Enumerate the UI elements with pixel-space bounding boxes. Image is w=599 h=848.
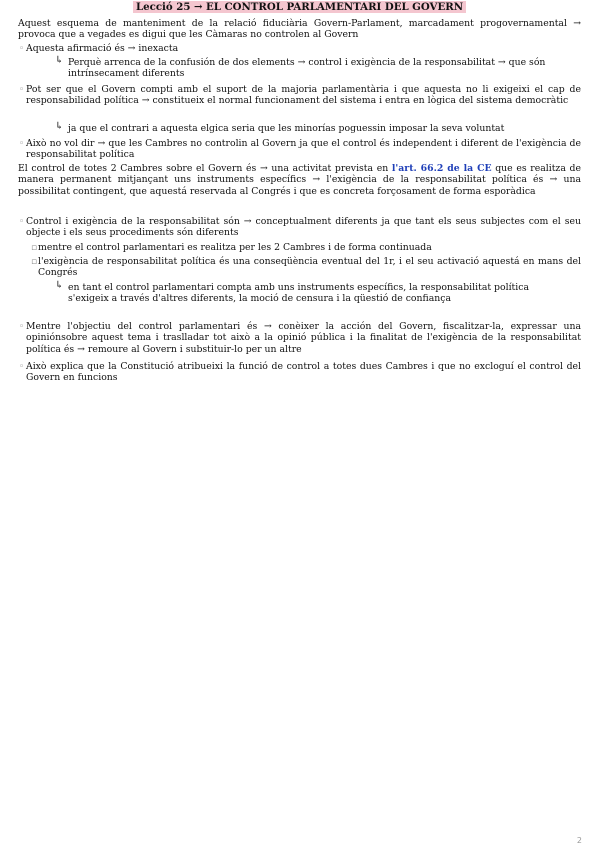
constitution-reference: l'art. 66.2 de la CE xyxy=(391,163,492,174)
point-exigencia-eventual: l'exigència de responsabilitat política és una conseqüència eventual del 1r, i el seu activació aquestá en mans del Congrés xyxy=(38,256,581,279)
point-inexacta-reason: Perquè arrenca de la confusión de dos elements → control i exigència de la responsabilitat → que són intrínsecament diferents xyxy=(68,57,546,80)
sub-bullet-marker: ▫ xyxy=(31,243,38,253)
sub-arrow-icon: ↳ xyxy=(55,55,64,66)
sub-bullet-marker: ▫ xyxy=(31,257,38,267)
point-control-vs-exigencia: Control i exigència de la responsabilitat són → conceptualment diferents ja que tant els seus subjectes com el seu objecte i els seus procediments són diferents xyxy=(26,216,581,239)
sub-arrow-icon: ↳ xyxy=(55,280,64,291)
bullet-marker: ◦ xyxy=(19,217,25,227)
bullet-marker: ◦ xyxy=(19,85,25,95)
bullet-marker: ◦ xyxy=(19,362,25,372)
point-majoria-reason: ja que el contrari a aquesta elgica seria que les minorías poguessin imposar la seva voluntat xyxy=(68,123,505,134)
bullet-marker: ◦ xyxy=(19,44,25,54)
control-paragraph xyxy=(18,163,581,197)
point-inexacta: Aquesta afirmació és → inexacta xyxy=(26,43,179,54)
sub-arrow-icon: ↳ xyxy=(55,121,64,132)
point-constitucio: Això explica que la Constitució atribueixi la funció de control a totes dues Cambres i que no excloguí el control del Govern en funcions xyxy=(26,361,581,384)
bullet-marker: ◦ xyxy=(19,322,25,332)
point-no-vol-dir: Això no vol dir → que les Cambres no controlin al Govern ja que el control és independent i diferent de l'exigència de responsabilitat política xyxy=(26,138,581,161)
intro-paragraph: Aquest esquema de manteniment de la relació fiduciària Govern-Parlament, marcadament progovernamental → provoca que a vegades es digui que les Càmaras no controlen al Govern xyxy=(18,18,581,41)
lesson-title xyxy=(0,1,599,13)
control-paragraph-tail: que es realitza de manera permanent mitjançant uns instruments específics → l'exigència de la responsabilitat política és → una possibilitat contingent, que aquestá reservada al Congrés i que es concreta forçosament de forma esporàdica xyxy=(18,163,581,197)
page-number: 2 xyxy=(576,836,582,845)
point-objectiu: Mentre l'objectiu del control parlamentari és → conèixer la acción del Govern, fiscalitzar-la, expressar una opiniónsobre aquest tema i traslladar tot això a la opinió pública i la finalitat de l'exigència de la responsabilitat política és → remoure al Govern i substituir-lo per un altre xyxy=(26,321,581,355)
bullet-marker: ◦ xyxy=(19,139,25,149)
point-majoria: Pot ser que el Govern compti amb el suport de la majoria parlamentària i que aquesta no li exigeixi el cap de responsabilidad política → constitueix el normal funcionament del sistema i entra en lògica del sistema democràtic xyxy=(26,84,581,107)
point-instruments: en tant el control parlamentari compta amb uns instruments específics, la responsabilitat política s'exigeix a través d'altres diferents, la moció de censura i la qüestió de confiança xyxy=(68,282,530,305)
point-control-continuada: mentre el control parlamentari es realitza per les 2 Cambres i de forma continuada xyxy=(38,242,432,253)
lesson-title-text: Lecció 25 → EL CONTROL PARLAMENTARI DEL GOVERN xyxy=(133,1,466,13)
control-paragraph-lead: El control de totes 2 Cambres sobre el Govern és → una activitat prevista en xyxy=(18,163,392,174)
